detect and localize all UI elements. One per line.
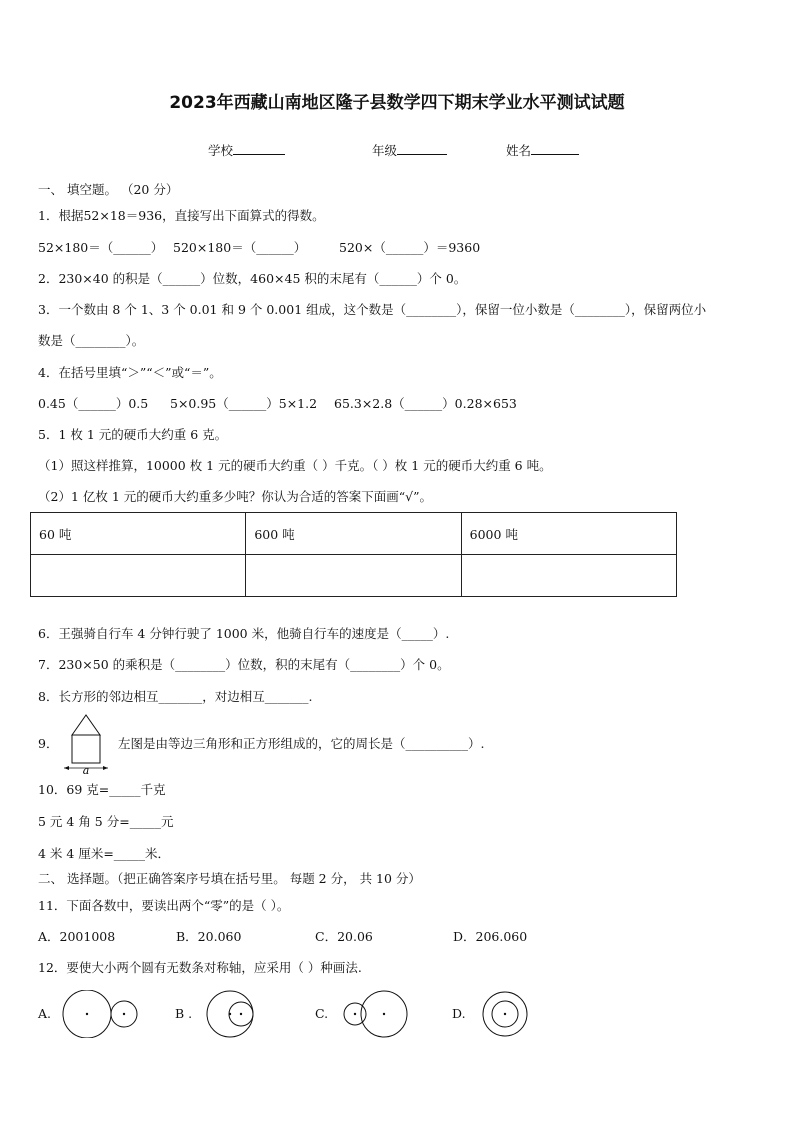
table-header-row (31, 513, 677, 555)
question-11: 11．下面各数中，要读出两个“零”的是（ ）。 (38, 898, 290, 913)
name-label: 姓名 (506, 143, 532, 158)
table-answer-row[interactable] (31, 555, 677, 597)
arrow-left-icon (64, 766, 69, 770)
option-b-small-center (240, 1013, 242, 1015)
question-10-b: 5 元 4 角 5 分=_____元 (38, 814, 174, 829)
question-3-line-2: 数是（________）。 (38, 333, 145, 348)
answer-cell[interactable] (31, 555, 246, 597)
school-label: 学校 (208, 143, 234, 158)
table-header-cell: 600 吨 (246, 513, 461, 555)
answer-cell[interactable] (461, 555, 676, 597)
question-5-part-2: （2）1 亿枚 1 元的硬币大约重多少吨？你认为合适的答案下面画“√”。 (38, 489, 433, 504)
q11-option-d[interactable]: D．206.060 (453, 929, 528, 944)
q4-item-2: 5×0.95（______）5×1.2 (170, 396, 318, 411)
q12-option-a-label[interactable]: A. (38, 1006, 52, 1021)
q4-item-3: 65.3×2.8（______）0.28×653 (334, 396, 517, 411)
question-11-options (38, 929, 527, 945)
question-8: 8．长方形的邻边相互_______，对边相互_______. (38, 689, 313, 704)
q11-option-c[interactable]: C．20.06 (315, 929, 373, 944)
circle-options-figure (38, 990, 538, 1038)
option-a-large-center (86, 1013, 88, 1015)
arrow-right-icon (103, 766, 108, 770)
table-header-cell: 6000 吨 (461, 513, 676, 555)
section-1-heading: 一、 填空题。 （20 分） (38, 182, 179, 197)
question-3-line-1: 3．一个数由 8 个 1、3 个 0.01 和 9 个 0.001 组成，这个数是（________），保留一位小数是（________），保留两位小 (38, 302, 707, 317)
q1-item-2: 520×180＝（______） (173, 240, 307, 255)
square-shape (72, 735, 100, 763)
option-a-small-center (123, 1013, 125, 1015)
question-2: 2．230×40 的积是（______）位数，460×45 积的末尾有（______）个 0。 (38, 271, 467, 286)
question-5: 5．1 枚 1 元的硬币大约重 6 克。 (38, 427, 228, 442)
q1-item-1: 52×180＝（______） (38, 240, 164, 255)
question-9-text: 左图是由等边三角形和正方形组成的，它的周长是（__________）. (118, 736, 485, 751)
option-c-small-center (354, 1013, 356, 1015)
question-7: 7．230×50 的乘积是（________）位数，积的末尾有（________）个 0。 (38, 657, 450, 672)
q4-item-1: 0.45（______）0.5 (38, 396, 149, 411)
side-label: a (82, 764, 90, 775)
question-10-a: 10．69 克=_____千克 (38, 782, 166, 797)
section-2-heading: 二、 选择题。（把正确答案序号填在括号里。 每题 2 分， 共 10 分） (38, 871, 421, 886)
triangle-shape (72, 715, 100, 735)
question-1: 1．根据52×18＝936，直接写出下面算式的得数。 (38, 208, 325, 223)
question-1-items (38, 240, 480, 256)
grade-label: 年级 (372, 143, 398, 158)
question-4: 4．在括号里填“＞”“＜”或“＝”。 (38, 365, 222, 380)
table-header-cell: 60 吨 (31, 513, 246, 555)
question-6: 6．王强骑自行车 4 分钟行驶了 1000 米，他骑自行车的速度是（_____）. (38, 626, 450, 641)
name-field[interactable] (506, 141, 579, 159)
q12-option-b-label[interactable]: B . (175, 1006, 193, 1021)
grade-field[interactable] (372, 141, 447, 159)
question-9-number: 9． (38, 736, 59, 751)
question-10-c: 4 米 4 厘米=_____米． (38, 846, 171, 861)
option-d-center (504, 1013, 506, 1015)
triangle-square-figure (62, 713, 110, 775)
q12-option-d-label[interactable]: D. (452, 1006, 466, 1021)
question-12: 12．要使大小两个圆有无数条对称轴，应采用（ ）种画法. (38, 960, 362, 975)
school-field[interactable] (208, 141, 285, 159)
option-c-large-center (383, 1013, 385, 1015)
q11-option-b[interactable]: B．20.060 (176, 929, 242, 944)
question-4-items (38, 396, 517, 412)
question-5-part-1: （1）照这样推算，10000 枚 1 元的硬币大约重（ ）千克。（ ）枚 1 元的硬币大约重 6 吨。 (38, 458, 552, 473)
q11-option-a[interactable]: A．2001008 (38, 929, 116, 944)
q12-option-c-label[interactable]: C. (315, 1006, 329, 1021)
page-title: 2023年西藏山南地区隆子县数学四下期末学业水平测试试题 (169, 93, 625, 113)
answer-table (30, 512, 677, 597)
answer-cell[interactable] (246, 555, 461, 597)
q1-item-3: 520×（______）＝9360 (339, 240, 481, 255)
